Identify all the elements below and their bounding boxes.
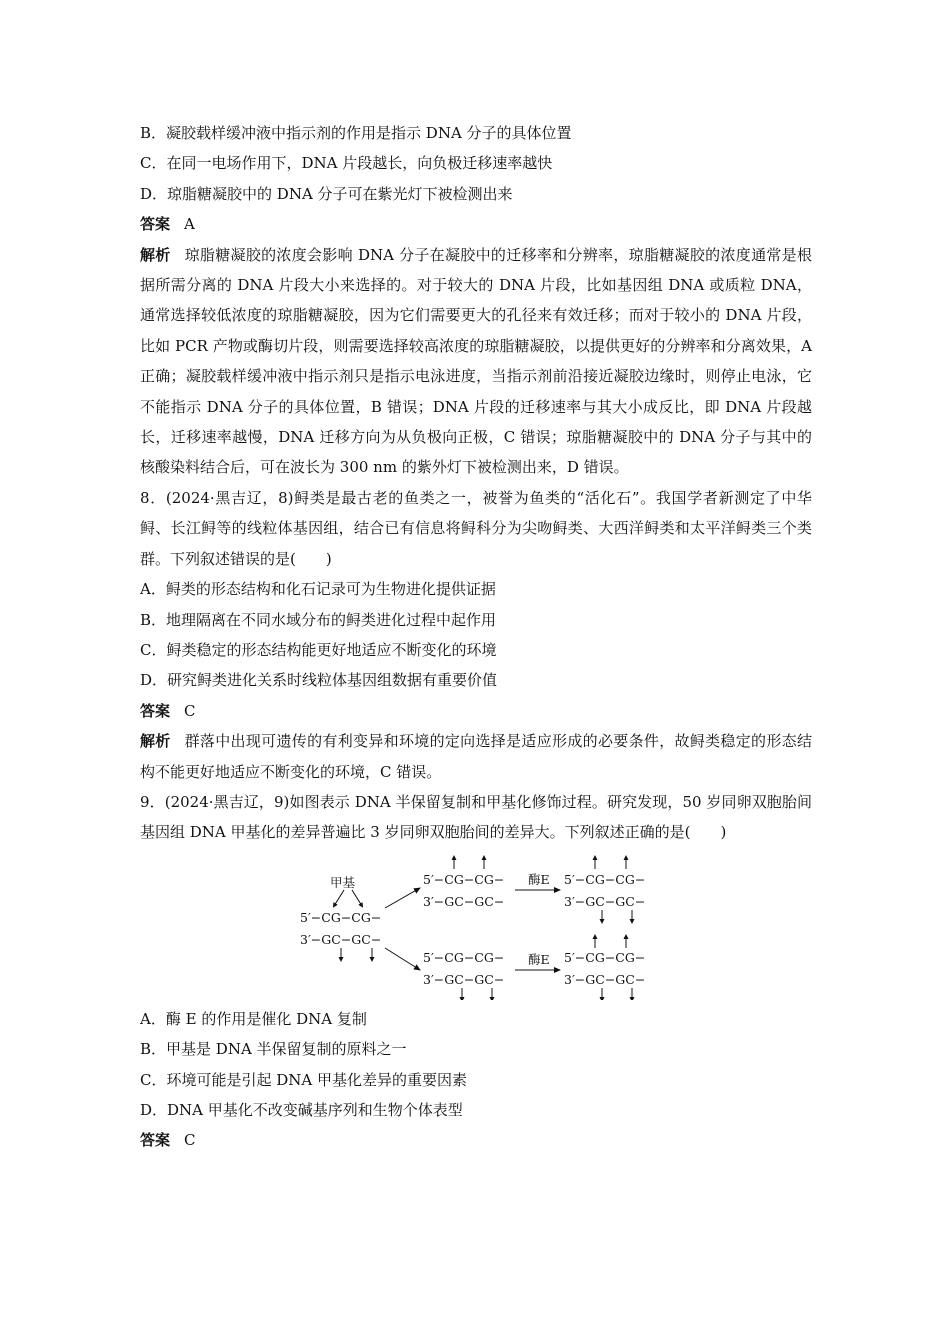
q8-analysis [140, 726, 812, 787]
parent-strand-top: 5′−CG−CG− [300, 909, 382, 925]
replication-arrow-down [385, 948, 420, 970]
answer-label: 答案 [140, 701, 171, 720]
enzyme-label: 酶E [528, 871, 550, 887]
q8-option-b: B．地理隔离在不同水域分布的鲟类进化过程中起作用 [140, 610, 497, 629]
q7-analysis [140, 240, 812, 483]
answer-value: C [184, 701, 196, 720]
q9-answer [140, 1125, 812, 1155]
answer-value: A [184, 215, 195, 234]
answer-label: 答案 [140, 215, 171, 234]
q7-option-c: C．在同一电场作用下，DNA 片段越长，向负极迁移速率越快 [140, 154, 553, 173]
analysis-label: 解析 [140, 245, 171, 264]
dna-methylation-diagram [140, 850, 812, 1000]
daughter2-strand-top: 5′−CG−CG− [423, 949, 505, 965]
daughter1-strand-top: 5′−CG−CG− [423, 871, 505, 887]
q9-stem: 9．(2024·黑吉辽，9)如图表示 DNA 半保留复制和甲基化修饰过程。研究发现，50 岁同卵双胞胎间基因组 DNA 甲基化的差异普遍比 3 岁同卵双胞胎间的差异大。下列叙述正确的是( ) [140, 792, 812, 842]
q8-option-a: A．鲟类的形态结构和化石记录可为生物进化提供证据 [140, 580, 496, 599]
daughter1-result-top: 5′−CG−CG− [564, 871, 646, 887]
enzyme-label: 酶E [528, 951, 550, 967]
q7-answer [140, 209, 812, 239]
methyl-pointer [334, 890, 344, 906]
q9-option-c: C．环境可能是引起 DNA 甲基化差异的重要因素 [140, 1070, 467, 1089]
q8-option-d: D．研究鲟类进化关系时线粒体基因组数据有重要价值 [140, 671, 498, 690]
q8-stem: 8．(2024·黑吉辽，8)鲟类是最古老的鱼类之一，被誉为鱼类的“活化石”。我国学者新测定了中华鲟、长江鲟等的线粒体基因组，结合已有信息将鲟科分为尖吻鲟类、大西洋鲟类和太平洋鲟类三个类群。下列叙述错误的是( ) [140, 488, 812, 568]
q9-option-a: A．酶 E 的作用是催化 DNA 复制 [140, 1009, 367, 1028]
replication-arrow-up [385, 888, 420, 908]
daughter1-result-bottom: 3′−GC−GC− [564, 893, 646, 909]
document-page [140, 118, 812, 1156]
answer-value: C [184, 1131, 196, 1150]
methyl-label: 甲基 [330, 874, 356, 890]
daughter2-result-top: 5′−CG−CG− [564, 949, 646, 965]
diagram-svg [140, 850, 812, 1000]
q9-option-d: D．DNA 甲基化不改变碱基序列和生物个体表型 [140, 1100, 463, 1119]
daughter2-strand-bottom: 3′−GC−GC− [423, 971, 505, 987]
q7-option-b: B．凝胶载样缓冲液中指示剂的作用是指示 DNA 分子的具体位置 [140, 124, 572, 142]
analysis-text: 琼脂糖凝胶的浓度会影响 DNA 分子在凝胶中的迁移率和分辨率，琼脂糖凝胶的浓度通常是根据所需分离的 DNA 片段大小来选择的。对于较大的 DNA 片段，比如基因组 DNA 或质粒 DNA，通常选择较低浓度的琼脂糖凝胶，因为它们需要更大的孔径来有效迁移；而对于较小的 DNA 片段，比如 PCR 产物或酶切片段，则需要选择较高浓度的琼脂糖凝胶，以提供更好的分辨率和分离效果，A 正确；凝胶载样缓冲液中指示剂只是指示电泳进度，当指示剂前沿接近凝胶边缘时，则停止电泳，它不能指示 DNA 分子的具体位置，B 错误；DNA 片段的迁移速率与其大小成反比，即 DNA 片段越长，迁移速率越慢，DNA 迁移方向为从负极向正极，C 错误；琼脂糖凝胶中的 DNA 分子与其中的核酸染料结合后，可在波长为 300 nm 的紫外灯下被检测出来，D 错误。 [140, 245, 812, 477]
methyl-pointer [352, 890, 362, 906]
q8-answer [140, 696, 812, 726]
answer-label: 答案 [140, 1131, 171, 1150]
daughter2-result-bottom: 3′−GC−GC− [564, 971, 646, 987]
analysis-text: 群落中出现可遗传的有利变异和环境的定向选择是适应形成的必要条件，故鲟类稳定的形态结构不能更好地适应不断变化的环境，C 错误。 [140, 732, 812, 781]
q9-option-b: B．甲基是 DNA 半保留复制的原料之一 [140, 1040, 407, 1059]
daughter1-strand-bottom: 3′−GC−GC− [423, 893, 505, 909]
q8-option-c: C．鲟类稳定的形态结构能更好地适应不断变化的环境 [140, 640, 497, 659]
q7-option-d: D．琼脂糖凝胶中的 DNA 分子可在紫光灯下被检测出来 [140, 184, 513, 203]
parent-strand-bottom: 3′−GC−GC− [300, 931, 382, 947]
analysis-label: 解析 [140, 732, 171, 751]
